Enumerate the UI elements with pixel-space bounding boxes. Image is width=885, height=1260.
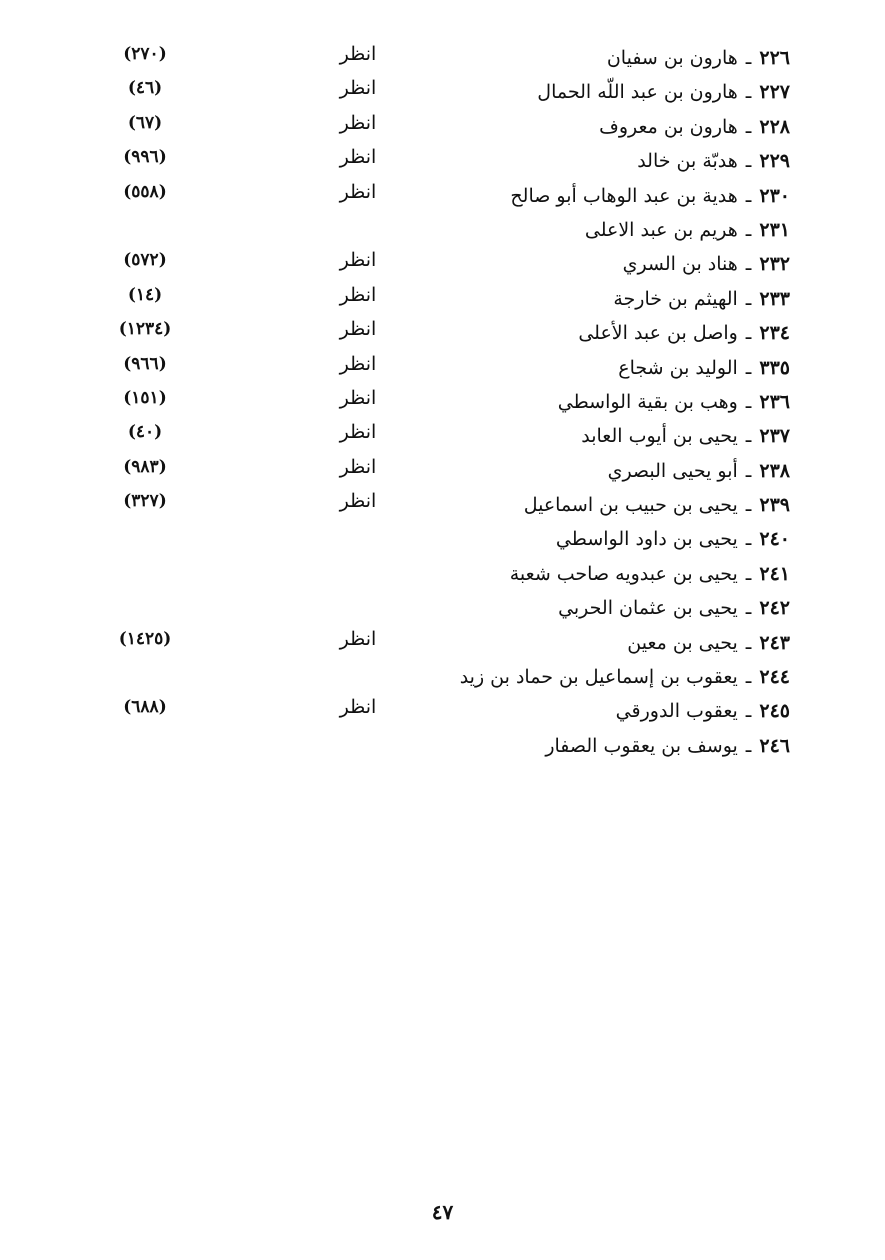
entry-number: ٢٣٨ [759,459,790,482]
narrator-name: يوسف بن يعقوب الصفار [545,734,738,757]
entry-number: ٢٣٦ [759,390,790,413]
entry-separator: ـ [745,115,752,138]
entry-name-cell [613,284,790,314]
list-item [0,353,885,387]
list-item [0,146,885,180]
entry-separator: ـ [745,218,752,241]
cross-reference-number: (٦٧) [127,112,163,133]
entry-number: ٢٣١ [759,218,790,241]
entry-separator: ـ [745,322,752,345]
list-item [0,77,885,111]
entry-number: ٢٤٥ [759,700,790,723]
entry-separator: ـ [745,150,752,173]
entry-name-cell [545,731,790,761]
narrator-name: يحيى بن داود الواسطي [555,528,738,551]
narrator-name: يحيى بن معين [627,631,738,654]
entry-separator: ـ [745,597,752,620]
narrator-name: يحيى بن أيوب العابد [581,425,738,448]
list-item [0,215,885,249]
entry-number: ٢٢٧ [759,81,790,104]
entry-name-cell [510,559,790,589]
list-item [0,593,885,627]
narrator-name: الوليد بن شجاع [618,356,738,379]
entry-number: ٢٤٣ [759,631,790,654]
narrator-name: هارون بن سفيان [606,47,738,69]
list-item [0,318,885,352]
narrator-name: يحيى بن حبيب بن اسماعيل [523,494,738,517]
cross-reference-number: (١٢٣٤) [118,319,172,340]
list-item [0,696,885,730]
entry-separator: ـ [745,666,752,689]
entry-separator: ـ [745,253,752,276]
list-item [0,731,885,765]
entry-name-cell [556,524,790,554]
entry-name-cell [524,490,790,520]
narrator-name: هريم بن عبد الاعلى [584,218,738,241]
entry-separator: ـ [745,700,752,723]
list-item [0,559,885,593]
list-item [0,181,885,215]
entry-name-cell [607,43,790,73]
entry-name-cell [558,593,790,623]
entry-name-cell [578,318,790,348]
narrator-name: هارون بن معروف [599,115,738,138]
cross-reference-number: (٤٦) [127,78,163,99]
entry-number: ٢٤٠ [759,528,790,551]
entry-separator: ـ [745,390,752,413]
cross-reference-number: (٢٧٠) [123,44,167,64]
entry-name-cell [581,421,790,451]
entry-number: ٢٢٩ [759,150,790,173]
list-item [0,524,885,558]
see-label: انظر [339,627,377,650]
entry-separator: ـ [745,47,752,69]
entry-name-cell [460,662,790,692]
entry-separator: ـ [745,734,752,757]
entry-separator: ـ [745,528,752,551]
list-item [0,249,885,283]
narrator-name: وهب بن بقية الواسطي [557,390,738,413]
see-label: انظر [339,111,377,134]
narrator-name: هدبّة بن خالد [637,150,738,173]
cross-reference-number: (٣٢٧) [123,491,167,512]
cross-reference-number: (١٤) [127,284,163,305]
entry-number: ٢٣٩ [759,494,790,517]
see-label: انظر [339,77,377,100]
narrator-name: أبو يحيى البصري [607,459,738,482]
narrator-name: يعقوب الدورقي [615,700,738,723]
entry-separator: ـ [745,494,752,517]
entry-number: ٢٣٠ [759,184,790,207]
see-label: انظر [339,352,377,375]
see-label: انظر [339,421,377,444]
list-item [0,662,885,696]
see-label: انظر [339,146,377,169]
entry-name-cell [616,696,790,726]
cross-reference-number: (١٤٢٥) [118,628,172,649]
entry-name-cell [537,77,790,107]
list-item [0,43,885,77]
entry-name-cell [558,387,790,417]
narrator-name: يحيى بن عثمان الحربي [558,597,738,620]
see-label: انظر [339,43,377,65]
entry-name-cell [637,146,790,176]
entry-name-cell [585,215,790,245]
list-item [0,421,885,455]
entry-separator: ـ [745,184,752,207]
cross-reference-number: (٩٦٦) [123,353,167,374]
narrator-name: هارون بن عبد اللّه الحمال [537,81,738,104]
cross-reference-number: (٥٥٨) [123,181,167,202]
entry-number: ٢٣٧ [759,425,790,448]
list-item [0,284,885,318]
entry-separator: ـ [745,287,752,310]
see-label: انظر [339,283,377,306]
list-item [0,456,885,490]
narrator-name: واصل بن عبد الأعلى [578,322,738,345]
entry-number: ٢٣٣ [759,287,790,310]
see-label: انظر [339,386,377,409]
list-item [0,628,885,662]
entry-separator: ـ [745,631,752,654]
entry-name-cell [627,628,790,658]
cross-reference-number: (١٥١) [123,387,167,408]
entry-list [0,43,885,765]
cross-reference-number: (٥٧٢) [123,250,167,271]
see-label: انظر [339,490,377,513]
entry-name-cell [599,112,790,142]
entry-name-cell [608,456,790,486]
entry-number: ٢٤٢ [759,597,790,620]
entry-separator: ـ [745,356,752,379]
entry-number: ٢٣٢ [759,253,790,276]
entry-number: ٢٤١ [759,562,790,585]
list-item [0,112,885,146]
see-label: انظر [339,318,377,341]
cross-reference-number: (٦٨٨) [123,697,167,718]
narrator-name: يحيى بن عبدويه صاحب شعبة [509,562,738,585]
see-label: انظر [339,696,377,719]
entry-name-cell [623,249,790,279]
cross-reference-number: (٤٠) [127,422,163,443]
entry-number: ٢٢٨ [759,115,790,138]
narrator-name: الهيثم بن خارجة [613,287,738,310]
entry-separator: ـ [745,562,752,585]
entry-number: ٣٣٥ [759,356,790,379]
narrator-name: هدية بن عبد الوهاب أبو صالح [510,184,738,207]
list-item [0,490,885,524]
entry-number: ٢٤٦ [759,734,790,757]
cross-reference-number: (٩٩٦) [123,147,167,168]
see-label: انظر [339,249,377,272]
entry-number: ٢٣٤ [759,322,790,345]
entry-number: ٢٤٤ [759,666,790,689]
narrator-name: هناد بن السري [622,253,738,276]
entry-separator: ـ [745,81,752,104]
list-item [0,387,885,421]
entry-name-cell [510,181,790,211]
entry-separator: ـ [745,425,752,448]
cross-reference-number: (٩٨٣) [123,456,167,477]
entry-name-cell [618,353,790,383]
see-label: انظر [339,180,377,203]
see-label: انظر [339,455,377,478]
entry-separator: ـ [745,459,752,482]
narrator-name: يعقوب بن إسماعيل بن حماد بن زيد [459,666,738,689]
entry-number: ٢٢٦ [759,47,790,69]
page-number: ٤٧ [431,1200,454,1224]
